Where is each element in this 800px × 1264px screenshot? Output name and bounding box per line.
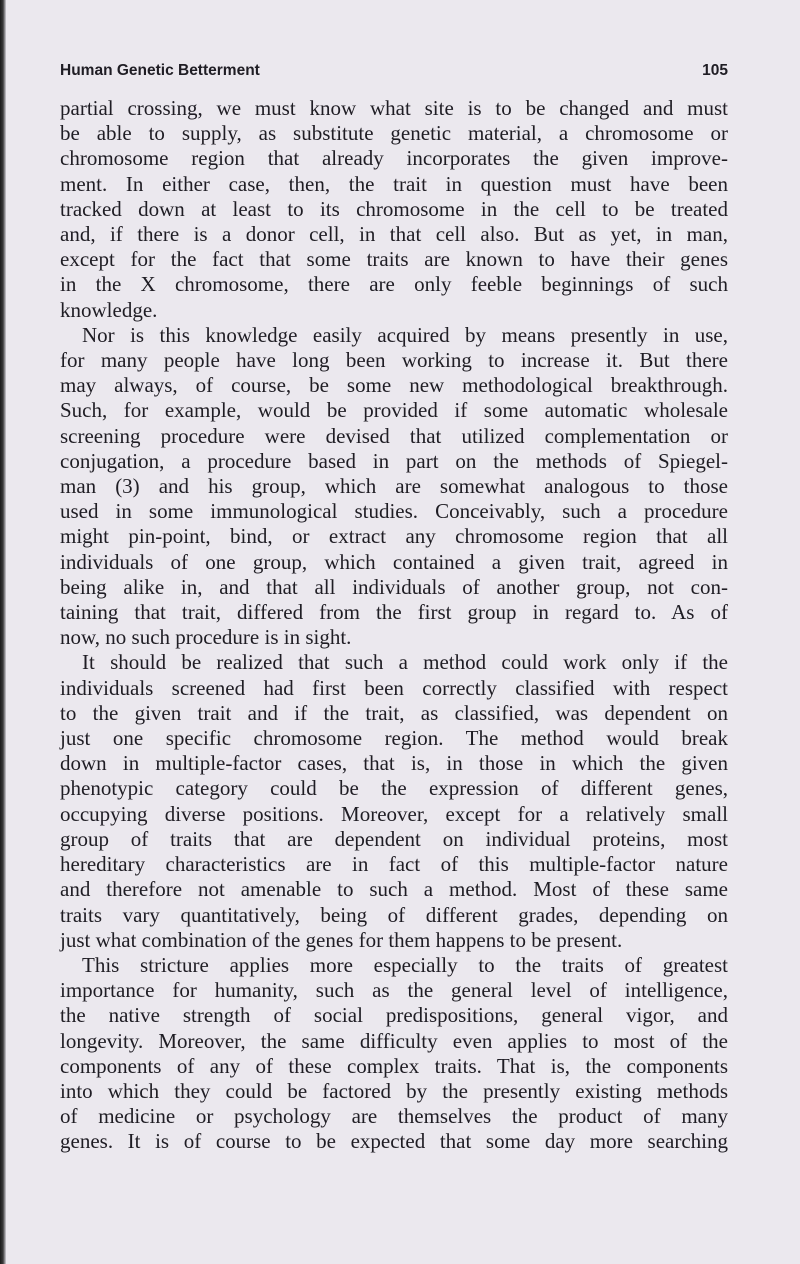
text-line: except for the fact that some traits are known to have their genes	[60, 247, 728, 272]
text-line: the native strength of social predispositions, general vigor, and	[60, 1003, 728, 1028]
paragraph	[60, 96, 728, 323]
text-line: and, if there is a donor cell, in that cell also. But as yet, in man,	[60, 222, 728, 247]
text-line: tracked down at least to its chromosome in the cell to be treated	[60, 196, 728, 221]
text-line: of medicine or psychology are themselves the product of many	[60, 1104, 728, 1129]
text-line: screening procedure were devised that utilized complementation or	[60, 423, 728, 448]
text-line: traits vary quantitatively, being of different grades, depending on	[60, 902, 728, 927]
text-line: in the X chromosome, there are only feeble beginnings of such	[60, 272, 728, 297]
text-line: knowledge.	[60, 297, 158, 322]
text-line: partial crossing, we must know what site is to be changed and must	[60, 96, 728, 120]
text-line: to the given trait and if the trait, as classified, was dependent on	[60, 700, 728, 725]
page-binding-edge	[0, 0, 6, 1264]
paragraph	[60, 650, 728, 952]
text-line: It should be realized that such a method could work only if the	[82, 650, 728, 675]
running-title: Human Genetic Betterment	[60, 62, 260, 79]
text-line: components of any of these complex traits. That is, the components	[60, 1053, 728, 1078]
text-line: chromosome region that already incorporates the given improve-	[60, 146, 728, 171]
text-line: and therefore not amenable to such a method. Most of these same	[60, 877, 728, 902]
text-line: conjugation, a procedure based in part on the methods of Spiegel-	[60, 448, 728, 473]
text-line: into which they could be factored by the presently existing methods	[60, 1078, 728, 1103]
text-line: just one specific chromosome region. The method would break	[60, 726, 728, 751]
text-line: may always, of course, be some new methodological breakthrough.	[60, 373, 728, 398]
text-line: group of traits that are dependent on individual proteins, most	[60, 826, 728, 851]
paragraph	[60, 953, 728, 1155]
text-line: ment. In either case, then, the trait in question must have been	[60, 171, 728, 196]
text-line: phenotypic category could be the expression of different genes,	[60, 776, 728, 801]
text-line: individuals screened had first been correctly classified with respect	[60, 675, 728, 700]
running-head	[60, 62, 728, 88]
text-line: This stricture applies more especially to the traits of greatest	[82, 952, 728, 977]
text-line: down in multiple-factor cases, that is, in those in which the given	[60, 751, 728, 776]
book-page	[60, 62, 728, 1155]
text-line: just what combination of the genes for them happens to be present.	[60, 927, 623, 952]
text-line: longevity. Moreover, the same difficulty even applies to most of the	[60, 1028, 728, 1053]
text-line: man (3) and his group, which are somewhat analogous to those	[60, 474, 728, 499]
text-line: be able to supply, as substitute genetic material, a chromosome or	[60, 121, 728, 146]
text-line: occupying diverse positions. Moreover, except for a relatively small	[60, 801, 728, 826]
text-line: for many people have long been working to increase it. But there	[60, 348, 728, 373]
text-line: hereditary characteristics are in fact of this multiple-factor nature	[60, 852, 728, 877]
text-line: used in some immunological studies. Conceivably, such a procedure	[60, 499, 728, 524]
body-text	[60, 96, 728, 1155]
text-line: genes. It is of course to be expected that some day more searching	[60, 1129, 728, 1154]
text-line: importance for humanity, such as the general level of intelligence,	[60, 978, 728, 1003]
text-line: might pin-point, bind, or extract any chromosome region that all	[60, 524, 728, 549]
text-line: Such, for example, would be provided if some automatic wholesale	[60, 398, 728, 423]
text-line: taining that trait, differed from the first group in regard to. As of	[60, 600, 728, 625]
text-line: being alike in, and that all individuals of another group, not con-	[60, 574, 728, 599]
page-number: 105	[702, 62, 728, 79]
text-line: individuals of one group, which contained a given trait, agreed in	[60, 549, 728, 574]
text-line: now, no such procedure is in sight.	[60, 625, 352, 650]
paragraph	[60, 323, 728, 651]
text-line: Nor is this knowledge easily acquired by means presently in use,	[82, 322, 728, 347]
